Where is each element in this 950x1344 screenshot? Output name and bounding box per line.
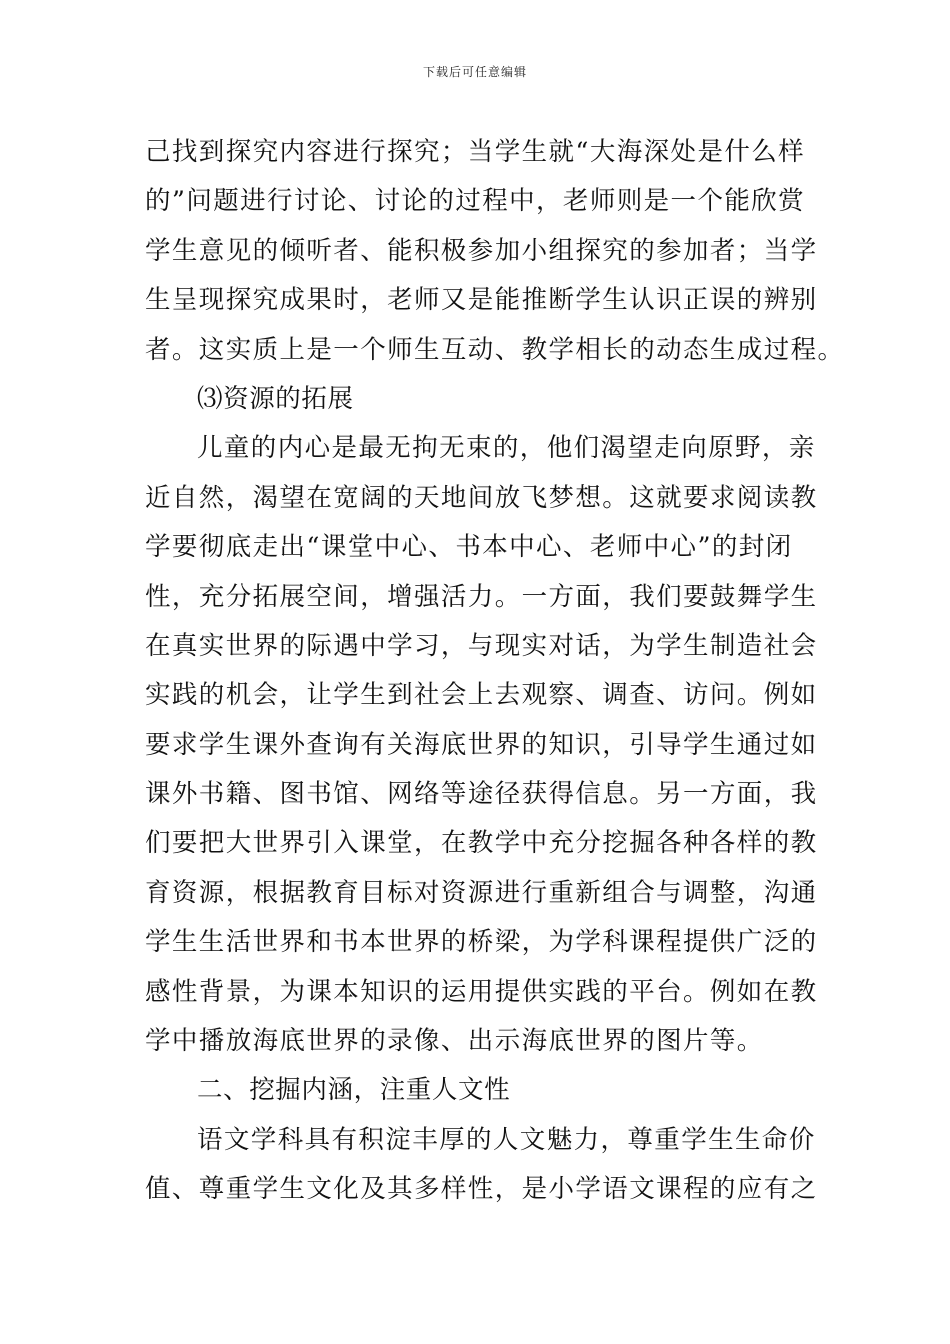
text-line: 们要把大世界引入课堂，在教学中充分挖掘各种各样的教 <box>145 828 818 859</box>
document-body <box>145 128 845 1215</box>
text-line: 儿童的内心是最无拘无束的，他们渴望走向原野，亲 <box>197 433 816 464</box>
text-line: 学要彻底走出“课堂中心、书本中心、老师中心”的封闭 <box>145 532 793 563</box>
subsection-heading: ⑶资源的拓展 <box>197 383 354 414</box>
text-line: 者。这实质上是一个师生互动、教学相长的动态生成过程。 <box>145 334 845 365</box>
text-line: 近自然，渴望在宽阔的天地间放飞梦想。这就要求阅读教 <box>145 482 818 513</box>
text-line: 的”问题进行讨论、讨论的过程中，老师则是一个能欣赏 <box>145 186 806 217</box>
text-line: 生呈现探究成果时，老师又是能推断学生认识正误的辨别 <box>145 285 818 316</box>
text-line: 课外书籍、图书馆、网络等途径获得信息。另一方面，我 <box>145 779 818 810</box>
page-header: 下载后可任意编辑 <box>422 65 527 79</box>
text-line: 学中播放海底世界的录像、出示海底世界的图片等。 <box>145 1026 764 1057</box>
text-line: 学生意见的倾听者、能积极参加小组探究的参加者；当学 <box>145 235 818 266</box>
text-line: 实践的机会，让学生到社会上去观察、调查、访问。例如 <box>145 680 818 711</box>
text-line: 学生生活世界和书本世界的桥梁，为学科课程提供广泛的 <box>145 927 818 958</box>
text-line: 在真实世界的际遇中学习，与现实对话，为学生制造社会 <box>145 630 818 661</box>
text-line: 育资源，根据教育目标对资源进行重新组合与调整，沟通 <box>145 877 818 908</box>
text-line: 性，充分拓展空间，增强活力。一方面，我们要鼓舞学生 <box>145 581 818 612</box>
text-line: 己找到探究内容进行探究；当学生就“大海深处是什么样 <box>145 137 806 167</box>
section-heading: 二、挖掘内涵，注重人文性 <box>197 1075 511 1106</box>
text-line: 值、尊重学生文化及其多样性，是小学语文课程的应有之 <box>145 1174 818 1205</box>
text-line: 语文学科具有积淀丰厚的人文魅力，尊重学生生命价 <box>197 1124 816 1155</box>
text-line: 要求学生课外查询有关海底世界的知识，引导学生通过如 <box>145 729 818 760</box>
text-line: 感性背景，为课本知识的运用提供实践的平台。例如在教 <box>145 976 818 1007</box>
